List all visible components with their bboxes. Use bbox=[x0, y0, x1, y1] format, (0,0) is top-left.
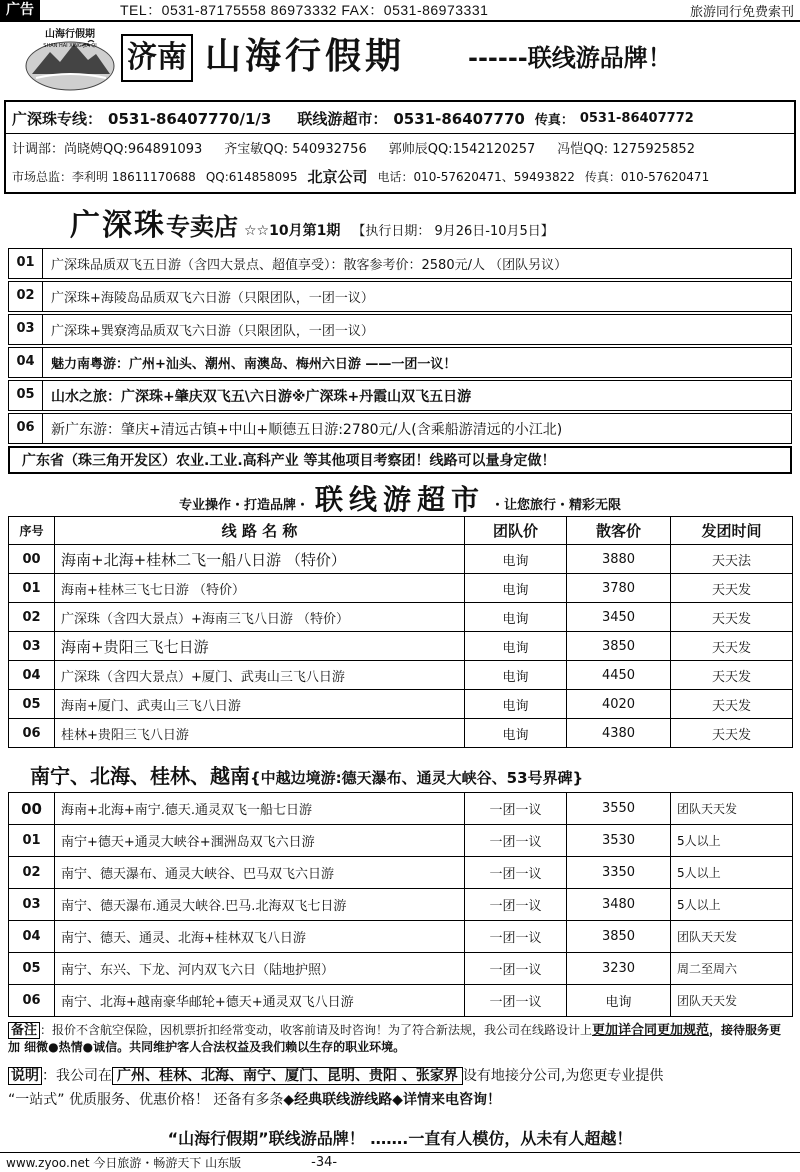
retail-price: 3780 bbox=[567, 574, 671, 603]
departure: 天天法 bbox=[671, 545, 793, 574]
route-name: 南宁、德天瀑布、通灵大峡谷、巴马双飞六日游 bbox=[55, 857, 465, 889]
column-header: 发团时间 bbox=[671, 517, 793, 545]
product-item bbox=[8, 380, 792, 411]
remark-underline: 更加详合同更加规范 bbox=[592, 1023, 710, 1038]
retail-price: 3230 bbox=[567, 953, 671, 985]
group-price: 一团一议 bbox=[465, 793, 567, 825]
row-number: 02 bbox=[9, 603, 55, 632]
row-number: 06 bbox=[9, 985, 55, 1017]
retail-price: 3480 bbox=[567, 889, 671, 921]
route-name: 海南+厦门、武夷山三飞八日游 bbox=[55, 690, 465, 719]
classic-routes: ◆经典联线游线路◆ bbox=[283, 1092, 403, 1108]
row-number: 01 bbox=[9, 825, 55, 857]
retail-price: 3850 bbox=[567, 921, 671, 953]
table-row bbox=[9, 719, 793, 748]
dispatch-contact: 冯恺QQ: 1275925852 bbox=[557, 142, 695, 157]
fax-number: 0531-86407772 bbox=[579, 111, 694, 126]
dispatch-contact: 计调部：尚晓娉QQ:964891093 bbox=[12, 142, 203, 157]
departure: 天天发 bbox=[671, 574, 793, 603]
custom-tour-note: 广东省（珠三角开发区）农业.工业.高科产业 等其他项目考察团！线路可以量身定做！ bbox=[8, 446, 792, 474]
row-number: 04 bbox=[9, 921, 55, 953]
row-number: 00 bbox=[9, 545, 55, 574]
product-number: 03 bbox=[9, 315, 43, 344]
group-price: 一团一议 bbox=[465, 921, 567, 953]
route-name: 海南+北海+南宁.德天.通灵双飞一船七日游 bbox=[55, 793, 465, 825]
departure: 5人以上 bbox=[671, 825, 793, 857]
remark-note bbox=[8, 1022, 792, 1056]
store-period: ☆☆10月第1期 bbox=[244, 223, 341, 239]
route-name: 海南+北海+桂林二飞一船八日游 （特价） bbox=[55, 545, 465, 574]
table-row bbox=[9, 661, 793, 690]
group-price: 电询 bbox=[465, 632, 567, 661]
contact-line: TEL：0531-87175558 86973332 FAX：0531-86973331 bbox=[120, 2, 489, 18]
product-item bbox=[8, 248, 792, 279]
combo-title bbox=[0, 478, 800, 518]
row-number: 03 bbox=[9, 889, 55, 921]
column-header: 序号 bbox=[9, 517, 55, 545]
group-price: 电询 bbox=[465, 603, 567, 632]
beijing-label: 北京公司 bbox=[307, 168, 368, 186]
supermarket-label: 联线游超市： bbox=[297, 110, 388, 128]
product-number: 04 bbox=[9, 348, 43, 377]
remark-text: ：报价不含航空保险，因机票折扣经常变动，收客前请及时咨询！为了符合新法规，我公司在线路设计上 bbox=[40, 1023, 593, 1037]
store-suffix: 专卖店 bbox=[166, 213, 238, 241]
retail-price: 3880 bbox=[567, 545, 671, 574]
route-name: 南宁、德天、通灵、北海+桂林双飞八日游 bbox=[55, 921, 465, 953]
route-name: 南宁+德天+通灵大峡谷+涠洲岛双飞六日游 bbox=[55, 825, 465, 857]
explain-text-2: 设有地接分公司,为您更专业提供 bbox=[462, 1068, 664, 1084]
row-number: 04 bbox=[9, 661, 55, 690]
supermarket-phone: 0531-86407770 bbox=[393, 109, 525, 128]
departure: 团队天天发 bbox=[671, 985, 793, 1017]
route-name: 海南+贵阳三飞七日游 bbox=[55, 632, 465, 661]
explain-text-4: 详情来电咨询！ bbox=[402, 1092, 501, 1108]
product-text: 新广东游：肇庆+清远古镇+中山+顺德五日游:2780元/人(含乘船游清远的小江北) bbox=[51, 421, 563, 438]
combo-left-tag: 专业操作・打造品牌・ bbox=[178, 498, 309, 513]
brand-slogan: ------联线游品牌！ bbox=[468, 44, 672, 72]
logo-text: 山海行假期 bbox=[45, 29, 95, 40]
nanning-subtitle: {中越边境游:德天瀑布、通灵大峡谷、53号界碑} bbox=[250, 769, 584, 787]
bottom-line bbox=[0, 1152, 800, 1172]
explain-text-3: “一站式” 优质服务、优惠价格！ 还备有多条 bbox=[8, 1092, 284, 1108]
group-price: 一团一议 bbox=[465, 889, 567, 921]
column-header: 团队价 bbox=[465, 517, 567, 545]
combo-title-text: 联线游超市 bbox=[314, 483, 485, 516]
column-header: 散客价 bbox=[567, 517, 671, 545]
departure: 周二至周六 bbox=[671, 953, 793, 985]
market-row bbox=[12, 166, 788, 187]
group-price: 电询 bbox=[465, 574, 567, 603]
explain-text: ：我公司在 bbox=[42, 1068, 112, 1084]
free-index-label: 旅游同行免费索刊 bbox=[689, 4, 794, 20]
product-text: 广深珠品质双飞五日游（含四大景点、超值享受）：散客参考价：2580元/人 （团队另议） bbox=[51, 258, 568, 273]
group-price: 一团一议 bbox=[465, 985, 567, 1017]
product-number: 05 bbox=[9, 381, 43, 410]
retail-price: 3850 bbox=[567, 632, 671, 661]
remark-text-2: ，接待服务更加 细微●热情●诚信。共同维护客人合法权益及我们赖以生存的职业环境。 bbox=[8, 1023, 782, 1054]
route-name: 广深珠（含四大景点）+厦门、武夷山三飞八日游 bbox=[55, 661, 465, 690]
nanning-route-table bbox=[8, 792, 793, 1017]
table-row bbox=[9, 690, 793, 719]
explain-note bbox=[8, 1064, 792, 1112]
retail-price: 电询 bbox=[567, 985, 671, 1017]
retail-price: 4450 bbox=[567, 661, 671, 690]
row-number: 02 bbox=[9, 857, 55, 889]
table-row bbox=[9, 985, 793, 1017]
store-title bbox=[70, 200, 554, 244]
product-text: 魅力南粤游：广州+汕头、潮州、南澳岛、梅州六日游 ——一团一议！ bbox=[51, 357, 457, 372]
ad-label: 广告 bbox=[0, 0, 40, 21]
row-number: 05 bbox=[9, 953, 55, 985]
explain-tag: 说明 bbox=[8, 1067, 42, 1085]
dispatch-row bbox=[12, 138, 788, 157]
route-name: 南宁、东兴、下龙、河内双飞六日（陆地护照） bbox=[55, 953, 465, 985]
row-number: 00 bbox=[9, 793, 55, 825]
remark-tag: 备注 bbox=[8, 1022, 40, 1039]
footer-slogan: “山海行假期”联线游品牌！ …….一直有人模仿，从未有人超越！ bbox=[167, 1129, 633, 1148]
group-price: 电询 bbox=[465, 545, 567, 574]
retail-price: 3450 bbox=[567, 603, 671, 632]
retail-price: 3530 bbox=[567, 825, 671, 857]
product-item bbox=[8, 314, 792, 345]
route-name: 海南+桂林三飞七日游 （特价） bbox=[55, 574, 465, 603]
departure: 天天发 bbox=[671, 661, 793, 690]
departure: 5人以上 bbox=[671, 857, 793, 889]
table-row bbox=[9, 574, 793, 603]
gsz-phone: 0531-86407770/1/3 bbox=[108, 109, 272, 128]
table-row bbox=[9, 545, 793, 574]
row-number: 06 bbox=[9, 719, 55, 748]
retail-price: 3350 bbox=[567, 857, 671, 889]
column-header: 线 路 名 称 bbox=[55, 517, 465, 545]
table-header-row bbox=[9, 517, 793, 545]
nanning-section-title bbox=[30, 760, 583, 789]
table-row bbox=[9, 889, 793, 921]
mountain-logo-icon bbox=[22, 26, 118, 92]
page-number: -34- bbox=[311, 1155, 338, 1170]
departure: 5人以上 bbox=[671, 889, 793, 921]
top-strip bbox=[0, 0, 800, 22]
group-price: 电询 bbox=[465, 690, 567, 719]
store-brand: 广深珠 bbox=[70, 208, 166, 243]
route-name: 广深珠（含四大景点）+海南三飞八日游 （特价） bbox=[55, 603, 465, 632]
hotline-row bbox=[6, 104, 794, 134]
table-row bbox=[9, 825, 793, 857]
retail-price: 3550 bbox=[567, 793, 671, 825]
departure: 团队天天发 bbox=[671, 793, 793, 825]
product-text: 山水之旅：广深珠+肇庆双飞五\六日游※广深珠+丹霞山双飞五日游 bbox=[51, 388, 472, 405]
beijing-fax: 传真：010-57620471 bbox=[584, 170, 710, 184]
group-price: 一团一议 bbox=[465, 857, 567, 889]
table-row bbox=[9, 632, 793, 661]
fax-label: 传真： bbox=[534, 113, 574, 128]
row-number: 05 bbox=[9, 690, 55, 719]
departure: 天天发 bbox=[671, 632, 793, 661]
departure: 天天发 bbox=[671, 719, 793, 748]
retail-price: 4380 bbox=[567, 719, 671, 748]
table-row bbox=[9, 857, 793, 889]
row-number: 01 bbox=[9, 574, 55, 603]
product-text: 广深珠+海陵岛品质双飞六日游（只限团队，一团一议） bbox=[51, 291, 374, 306]
product-item bbox=[8, 413, 792, 444]
departure: 团队天天发 bbox=[671, 921, 793, 953]
group-price: 电询 bbox=[465, 719, 567, 748]
city-label: 济南 bbox=[121, 34, 193, 82]
group-price: 一团一议 bbox=[465, 953, 567, 985]
table-row bbox=[9, 603, 793, 632]
product-number: 01 bbox=[9, 249, 43, 278]
market-qq: QQ:614858095 bbox=[205, 169, 298, 184]
route-name: 南宁、北海+越南豪华邮轮+德天+通灵双飞八日游 bbox=[55, 985, 465, 1017]
market-director: 市场总监：李利明 18611170688 bbox=[12, 170, 196, 184]
brand-name: 山海行假期 bbox=[205, 35, 406, 77]
combo-route-table bbox=[8, 516, 793, 748]
retail-price: 4020 bbox=[567, 690, 671, 719]
combo-right-tag: ・让您旅行・精彩无限 bbox=[491, 498, 622, 513]
product-text: 广深珠+巽寮湾品质双飞六日游（只限团队，一团一议） bbox=[51, 324, 374, 339]
departure: 天天发 bbox=[671, 690, 793, 719]
product-number: 06 bbox=[9, 414, 43, 443]
logo-subtext: SHAN HAI XING JIA QI bbox=[43, 43, 97, 49]
dispatch-contact: 郭帅辰QQ:1542120257 bbox=[388, 142, 536, 157]
row-number: 03 bbox=[9, 632, 55, 661]
table-row bbox=[9, 793, 793, 825]
branch-cities: 广州、桂林、北海、南宁、厦门、昆明、贵阳 、张家界 bbox=[112, 1067, 463, 1085]
site-label: www.zyoo.net 今日旅游・畅游天下 山东版 bbox=[6, 1156, 242, 1170]
dispatch-contact: 齐宝敏QQ: 540932756 bbox=[224, 142, 367, 157]
contact-info-block bbox=[4, 100, 796, 194]
group-price: 一团一议 bbox=[465, 825, 567, 857]
product-item bbox=[8, 347, 792, 378]
departure: 天天发 bbox=[671, 603, 793, 632]
nanning-title: 南宁、北海、桂林、越南 bbox=[30, 764, 250, 788]
brand-header bbox=[0, 22, 800, 98]
product-number: 02 bbox=[9, 282, 43, 311]
gsz-label: 广深珠专线： bbox=[12, 110, 103, 128]
table-row bbox=[9, 953, 793, 985]
product-list bbox=[8, 248, 792, 474]
product-item bbox=[8, 281, 792, 312]
store-dates: 【执行日期： 9月26日-10月5日】 bbox=[352, 224, 554, 239]
route-name: 桂林+贵阳三飞八日游 bbox=[55, 719, 465, 748]
route-name: 南宁、德天瀑布.通灵大峡谷.巴马.北海双飞七日游 bbox=[55, 889, 465, 921]
beijing-tel: 电话：010-57620471、59493822 bbox=[377, 170, 575, 184]
table-row bbox=[9, 921, 793, 953]
group-price: 电询 bbox=[465, 661, 567, 690]
